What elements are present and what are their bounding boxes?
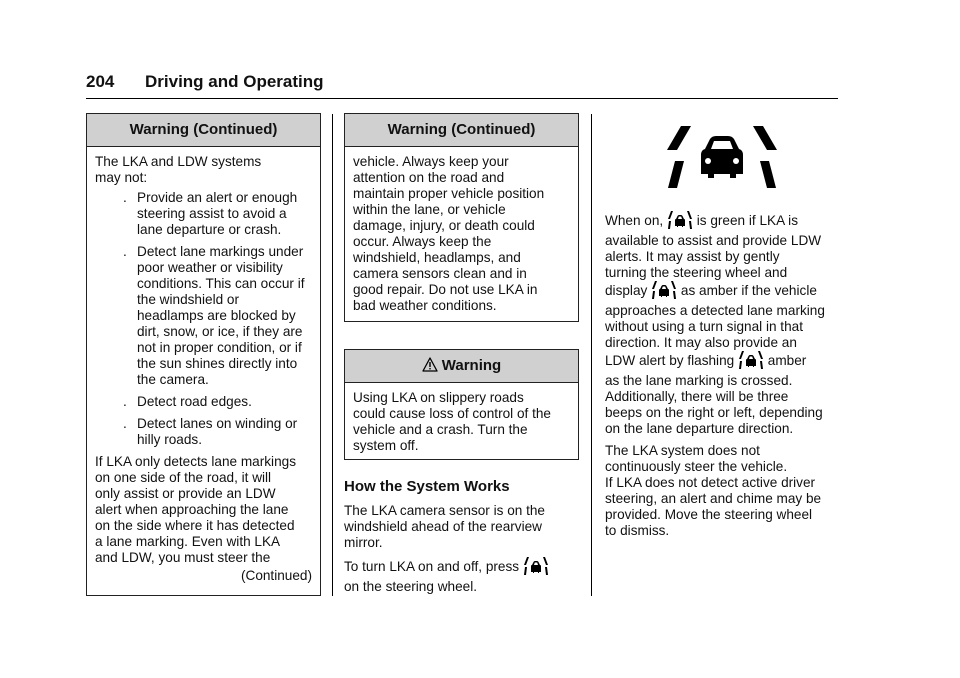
lane-keep-assist-icon — [739, 351, 763, 373]
warning-text: vehicle. Always keep your attention on the road and maintain proper vehicle position within the lane, or vehicle damage, injury, or death could occur. Always keep the windshield, headlamps, and camera sensors clean and in good repair. Do not use LKA in bad weather conditions. — [353, 154, 545, 313]
warning-box-continued-middle — [344, 113, 579, 322]
how-system-works-body — [344, 503, 584, 601]
how-paragraph-2: To turn LKA on and off, press on the steering wheel. — [344, 557, 584, 595]
list-item: . Detect road edges. — [123, 394, 252, 409]
warning-box-slippery-roads — [344, 349, 579, 460]
warning-box-body — [87, 147, 320, 584]
column-divider-left — [332, 114, 333, 596]
warning-heading-text: Warning — [441, 357, 502, 374]
page-header — [86, 70, 838, 99]
page-title: Driving and Operating — [145, 72, 324, 91]
lane-keep-assist-icon — [668, 211, 692, 233]
right-paragraph-2: The LKA system does not continuously steer the vehicle. If LKA does not detect active driver steering, an alert and chime may be provided. Move the steering wheel to dismiss. — [605, 443, 822, 538]
lane-keep-assist-symbol-large — [667, 125, 777, 189]
right-column-body — [605, 211, 845, 545]
warning-intro: The LKA and LDW systems may not: — [95, 154, 262, 185]
section-heading-how-system-works: How the System Works — [344, 478, 510, 495]
continued-label: (Continued) — [240, 568, 312, 583]
right-paragraph-1: When on, is green if LKA is available to assist and provide LDW alerts. It may assist by gently turning the steering wheel and display as amber if the vehicle approaches a detected lane marking without using a turn signal in that direction. It may also provide an LDW alert by flashing amber as the lane marking is crossed. Additionally, there will be three beeps on the right or left, depending on the lane departure direction. — [605, 213, 825, 436]
bullet-list — [95, 190, 312, 448]
lane-keep-assist-icon — [652, 281, 676, 303]
warning-box-body — [345, 147, 578, 314]
how-paragraph-1: The LKA camera sensor is on the windshield ahead of the rearview mirror. — [344, 503, 545, 550]
lane-keep-assist-icon — [524, 557, 548, 579]
warning-closing: If LKA only detects lane markings on one side of the road, it will only assist or provide an LDW alert when approaching the lane on the side where it has detected a lane marking. Even with LKA and LDW, you must steer the — [95, 454, 296, 565]
list-item: . Detect lanes on winding or hilly roads. — [123, 416, 298, 447]
list-item: . Provide an alert or enough steering assist to avoid a lane departure or crash. — [123, 190, 298, 237]
warning-triangle-icon — [422, 352, 438, 384]
warning-box-continued-left — [86, 113, 321, 596]
page-number: 204 — [86, 72, 115, 91]
warning-box-heading: Warning (Continued) — [87, 114, 320, 147]
warning-text: Using LKA on slippery roads could cause loss of control of the vehicle and a crash. Turn the system off. — [353, 390, 551, 453]
warning-box-body — [345, 383, 578, 454]
warning-box-heading: Warning (Continued) — [345, 114, 578, 147]
list-item: . Detect lane markings under poor weather or visibility conditions. This can occur if the windshield or headlamps are blocked by dirt, snow, or ice, if they are not in proper condition, or if the sun shines directly into the camera. — [123, 244, 305, 387]
column-divider-right — [591, 114, 592, 596]
warning-box-heading — [345, 350, 578, 383]
